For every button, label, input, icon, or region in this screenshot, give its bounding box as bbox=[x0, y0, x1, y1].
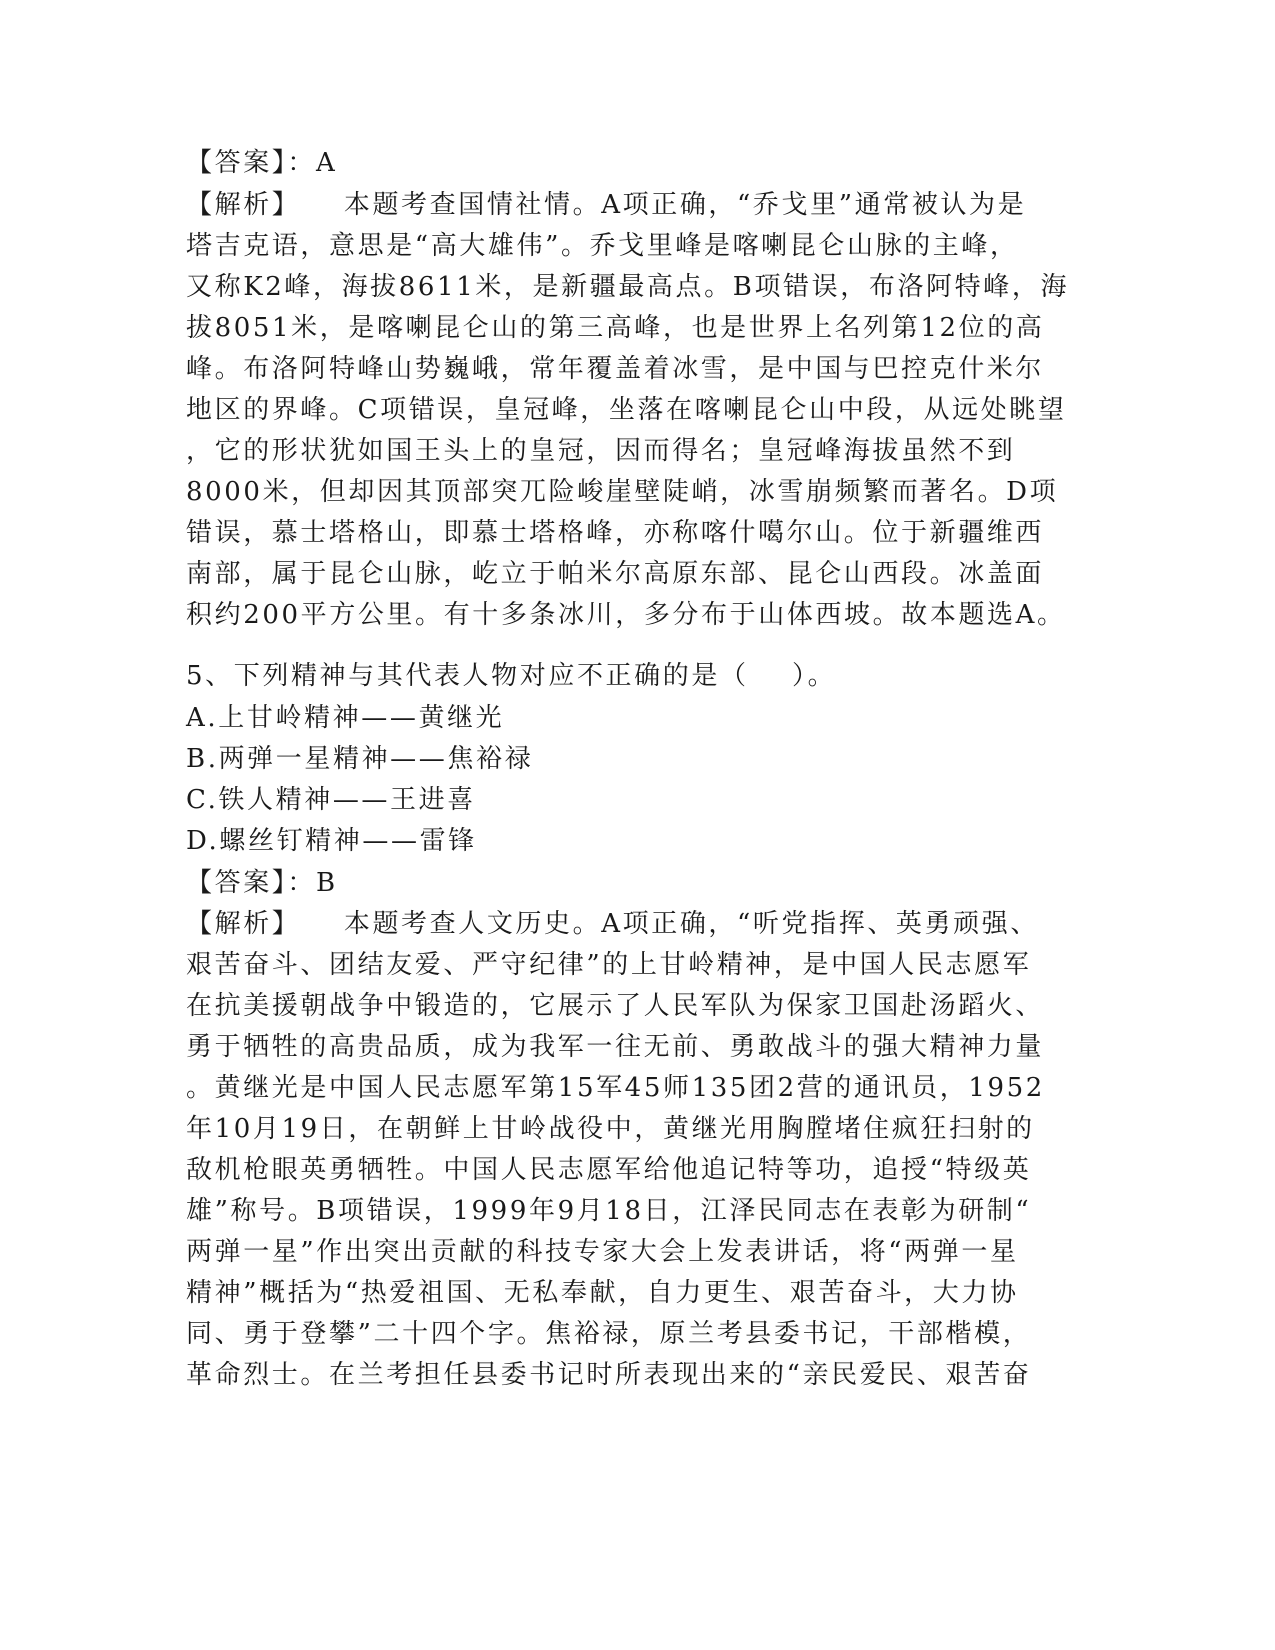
analysis-line: 革命烈士。在兰考担任县委书记时所表现出来的“亲民爱民、艰苦奋 bbox=[186, 1360, 1032, 1390]
analysis-line: 又称K2峰，海拔8611米，是新疆最高点。B项错误，布洛阿特峰，海 bbox=[186, 272, 1070, 302]
analysis-line: 地区的界峰。C项错误，皇冠峰，坐落在喀喇昆仑山中段，从远处眺望 bbox=[186, 395, 1067, 425]
option-a: A.上甘岭精神——黄继光 bbox=[186, 703, 505, 733]
analysis-line: 拔8051米，是喀喇昆仑山的第三高峰，也是世界上名列第12位的高 bbox=[186, 313, 1045, 343]
analysis-line: 雄”称号。B项错误，1999年9月18日，江泽民同志在表彰为研制“ bbox=[186, 1196, 1032, 1226]
analysis-line: 积约200平方公里。有十多条冰川，多分布于山体西坡。故本题选A。 bbox=[186, 600, 1066, 630]
analysis-line: 【解析】 本题考查人文历史。A项正确，“听党指挥、英勇顽强、 bbox=[186, 909, 1039, 939]
analysis-line: 年10月19日，在朝鲜上甘岭战役中，黄继光用胸膛堵住疯狂扫射的 bbox=[186, 1114, 1035, 1144]
option-b: B.两弹一星精神——焦裕禄 bbox=[186, 744, 534, 774]
analysis-line: 勇于牺牲的高贵品质，成为我军一往无前、勇敢战斗的强大精神力量 bbox=[186, 1032, 1045, 1062]
analysis-line: 峰。布洛阿特峰山势巍峨，常年覆盖着冰雪，是中国与巴控克什米尔 bbox=[186, 354, 1045, 384]
analysis-line: 8000米，但却因其顶部突兀险峻崖壁陡峭，冰雪崩频繁而著名。D项 bbox=[186, 477, 1059, 507]
option-c: C.铁人精神——王进喜 bbox=[186, 785, 476, 815]
analysis-line: 同、勇于登攀”二十四个字。焦裕禄，原兰考县委书记，干部楷模， bbox=[186, 1319, 1032, 1349]
analysis-line: 塔吉克语，意思是“高大雄伟”。乔戈里峰是喀喇昆仑山脉的主峰， bbox=[186, 231, 1019, 261]
option-d: D.螺丝钉精神——雷锋 bbox=[186, 826, 477, 856]
analysis-line: 两弹一星”作出突出贡献的科技专家大会上发表讲话，将“两弹一星 bbox=[186, 1237, 1019, 1267]
answer-label: 【答案】：B bbox=[186, 868, 338, 898]
analysis-line: 。黄继光是中国人民志愿军第15军45师135团2营的通讯员，1952 bbox=[186, 1073, 1045, 1103]
question-5-stem: 5、下列精神与其代表人物对应不正确的是（ ）。 bbox=[186, 661, 837, 691]
analysis-line: 南部，属于昆仑山脉，屹立于帕米尔高原东部、昆仑山西段。冰盖面 bbox=[186, 559, 1045, 589]
analysis-line: 敌机枪眼英勇牺牲。中国人民志愿军给他追记特等功，追授“特级英 bbox=[186, 1155, 1032, 1185]
analysis-line: 在抗美援朝战争中锻造的，它展示了人民军队为保家卫国赴汤蹈火、 bbox=[186, 991, 1045, 1021]
analysis-line: ，它的形状犹如国王头上的皇冠，因而得名；皇冠峰海拔虽然不到 bbox=[186, 436, 1016, 466]
analysis-line: 精神”概括为“热爱祖国、无私奉献，自力更生、艰苦奋斗，大力协 bbox=[186, 1278, 1019, 1308]
answer-label: 【答案】：A bbox=[186, 148, 338, 178]
analysis-line: 错误，慕士塔格山，即慕士塔格峰，亦称喀什噶尔山。位于新疆维西 bbox=[186, 518, 1045, 548]
analysis-line: 【解析】 本题考查国情社情。A项正确，“乔戈里”通常被认为是 bbox=[186, 190, 1027, 220]
analysis-line: 艰苦奋斗、团结友爱、严守纪律”的上甘岭精神，是中国人民志愿军 bbox=[186, 950, 1032, 980]
